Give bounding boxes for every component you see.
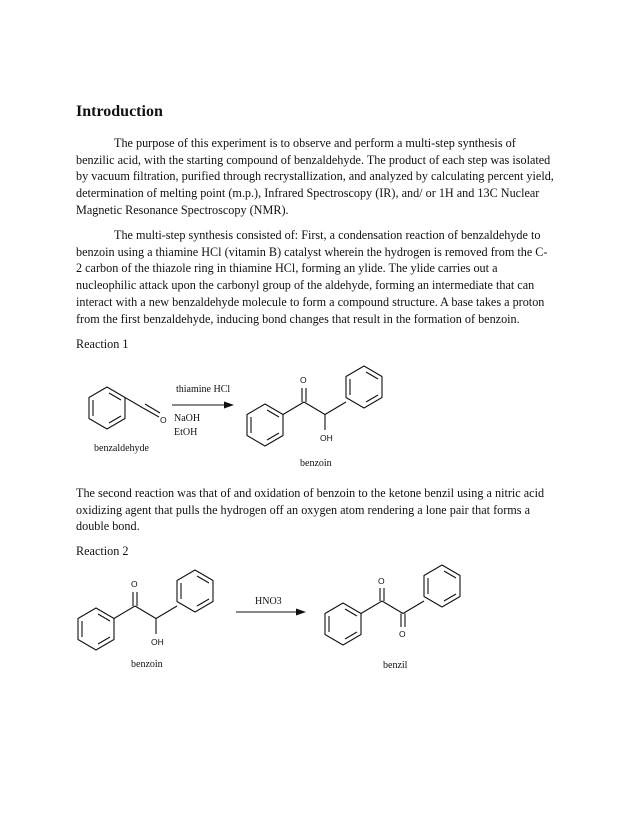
reagent-hno3: HNO3 [255, 596, 282, 607]
atom-label: O [378, 576, 385, 586]
paragraph-line: interact with a new benzaldehyde molecule to form a compound structure. A base takes a proton [76, 294, 545, 309]
paragraph-line: oxidizing agent that pulls the hydrogen off an oxygen atom rendering a lone pair that forms a [76, 502, 530, 517]
atom-label: O [131, 579, 138, 589]
reagent-etoh: EtOH [174, 427, 198, 438]
benzoin-caption: benzoin [131, 659, 163, 670]
paragraph-line: The second reaction was that of and oxidation of benzoin to the ketone benzil using a nitric acid [76, 486, 545, 500]
benzoin-caption: benzoin [300, 458, 332, 469]
paragraph-line: benzoin using a thiamine HCl (vitamin B) catalyst wherein the hydrogen is removed from the C- [76, 244, 548, 259]
atom-label: O [399, 629, 406, 639]
paragraph-line: Magnetic Resonance Spectroscopy (NMR). [76, 202, 289, 217]
atom-label: OH [320, 433, 333, 443]
paragraph-line: by vacuum filtration, purified through recrystallization, and analyzed by calculating percent yield, [76, 169, 554, 184]
benzoin-structure [78, 570, 213, 650]
paragraph-line: determination of melting point (m.p.), Infrared Spectroscopy (IR), and/ or 1H and 13C Nuclear [76, 186, 540, 201]
reagent-thiamine: thiamine HCl [176, 384, 231, 395]
atom-label: OH [151, 637, 164, 647]
benzil-structure [325, 565, 460, 645]
paragraph-line: double bond. [76, 519, 140, 534]
paragraph-line: from the first benzaldehyde, inducing bond changes that result in the formation of benzoin. [76, 311, 520, 326]
atom-label: O [160, 415, 167, 425]
benzil-caption: benzil [383, 660, 408, 671]
paragraph-line: The purpose of this experiment is to observe and perform a multi-step synthesis of [114, 136, 516, 150]
paragraph-line: nucleophilic attack upon the carbonyl group of the aldehyde, forming an intermediate that can [76, 278, 535, 293]
paragraph-line: The multi-step synthesis consisted of: First, a condensation reaction of benzaldehyde to [114, 228, 541, 242]
reaction-2-label: Reaction 2 [76, 544, 129, 558]
benzaldehyde-caption: benzaldehyde [94, 443, 149, 454]
reagent-naoh: NaOH [174, 413, 201, 424]
arrow-head-icon [296, 609, 306, 616]
paragraph-line: benzilic acid, with the starting compound of benzaldehyde. The product of each step was isolated [76, 152, 551, 167]
reaction-1-label: Reaction 1 [76, 337, 129, 351]
section-heading: Introduction [76, 103, 163, 120]
paragraph-line: 2 carbon of the thiazole ring in thiamine HCl, forming an ylide. The ylide carries out a [76, 261, 498, 276]
atom-label: O [300, 375, 307, 385]
